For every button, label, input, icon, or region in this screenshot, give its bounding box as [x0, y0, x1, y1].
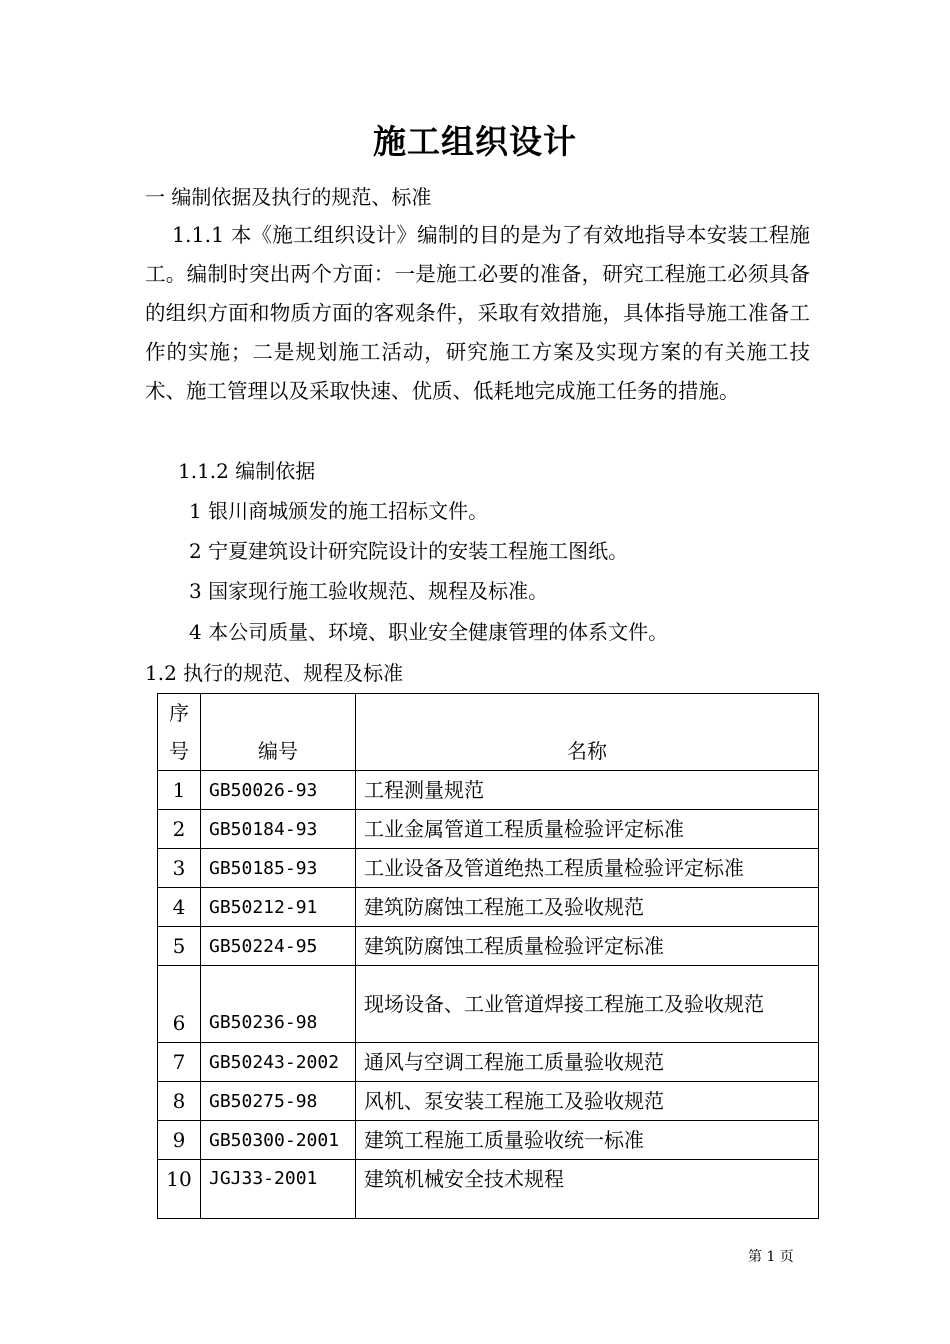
header-index-top: 序 — [169, 701, 189, 725]
row-name: 现场设备、工业管道焊接工程施工及验收规范 — [356, 966, 819, 1043]
basis-item-4: 4 本公司质量、环境、职业安全健康管理的体系文件。 — [189, 620, 669, 644]
row-name: 建筑防腐蚀工程质量检验评定标准 — [356, 927, 819, 966]
row-code: GB50212-91 — [201, 888, 356, 927]
table-row — [158, 849, 819, 888]
row-name: 工业设备及管道绝热工程质量检验评定标准 — [356, 849, 819, 888]
table-row — [158, 1043, 819, 1082]
row-code: GB50224-95 — [201, 927, 356, 966]
row-name: 建筑机械安全技术规程 — [356, 1160, 819, 1219]
table-row — [158, 888, 819, 927]
page-title: 施工组织设计 — [373, 122, 577, 161]
row-code: GB50275-98 — [201, 1082, 356, 1121]
page-number: 第 1 页 — [748, 1249, 794, 1265]
header-code: 编号 — [201, 694, 356, 771]
row-name: 建筑防腐蚀工程施工及验收规范 — [356, 888, 819, 927]
row-code: GB50300-2001 — [201, 1121, 356, 1160]
section-heading: 一 编制依据及执行的规范、标准 — [145, 185, 432, 209]
row-index: 7 — [158, 1043, 201, 1082]
row-code: GB50185-93 — [201, 849, 356, 888]
row-name: 工程测量规范 — [356, 771, 819, 810]
row-index: 1 — [158, 771, 201, 810]
row-index: 10 — [158, 1160, 201, 1219]
table-row — [158, 1160, 819, 1219]
header-index-bottom: 号 — [169, 739, 189, 763]
table-header-row — [158, 694, 819, 771]
row-index: 6 — [158, 966, 201, 1043]
row-index: 4 — [158, 888, 201, 927]
row-name: 建筑工程施工质量验收统一标准 — [356, 1121, 819, 1160]
row-code: JGJ33-2001 — [201, 1160, 356, 1219]
row-code: GB50026-93 — [201, 771, 356, 810]
header-index-cell — [158, 694, 201, 771]
table-row — [158, 1121, 819, 1160]
row-code: GB50243-2002 — [201, 1043, 356, 1082]
table-row — [158, 1082, 819, 1121]
basis-item-3: 3 国家现行施工验收规范、规程及标准。 — [189, 579, 549, 603]
row-index: 9 — [158, 1121, 201, 1160]
heading-1-2: 1.2 执行的规范、规程及标准 — [145, 661, 404, 685]
row-index: 5 — [158, 927, 201, 966]
row-index: 8 — [158, 1082, 201, 1121]
header-name: 名称 — [356, 694, 819, 771]
row-code: GB50236-98 — [201, 966, 356, 1043]
basis-item-1: 1 银川商城颁发的施工招标文件。 — [189, 499, 489, 523]
basis-item-2: 2 宁夏建筑设计研究院设计的安装工程施工图纸。 — [189, 539, 629, 563]
table-row — [158, 927, 819, 966]
row-code: GB50184-93 — [201, 810, 356, 849]
row-name: 风机、泵安装工程施工及验收规范 — [356, 1082, 819, 1121]
table-row — [158, 810, 819, 849]
row-name: 通风与空调工程施工质量验收规范 — [356, 1043, 819, 1082]
heading-1-1-2: 1.1.2 编制依据 — [178, 459, 316, 483]
row-index: 3 — [158, 849, 201, 888]
table-row — [158, 771, 819, 810]
paragraph-1-1-1: 1.1.1 本《施工组织设计》编制的目的是为了有效地指导本安装工程施工。编制时突出两个方面：一是施工必要的准备，研究工程施工必须具备的组织方面和物质方面的客观条件，采取有效措施，具体指导施工准备工作的实施；二是规划施工活动，研究施工方案及实现方案的有关施工技 术、施工管理以及采取快速、优质、低耗地完成施工任务的措施。 — [145, 223, 810, 403]
row-index: 2 — [158, 810, 201, 849]
table-row — [158, 966, 819, 1043]
row-name: 工业金属管道工程质量检验评定标准 — [356, 810, 819, 849]
standards-table — [157, 693, 819, 1219]
